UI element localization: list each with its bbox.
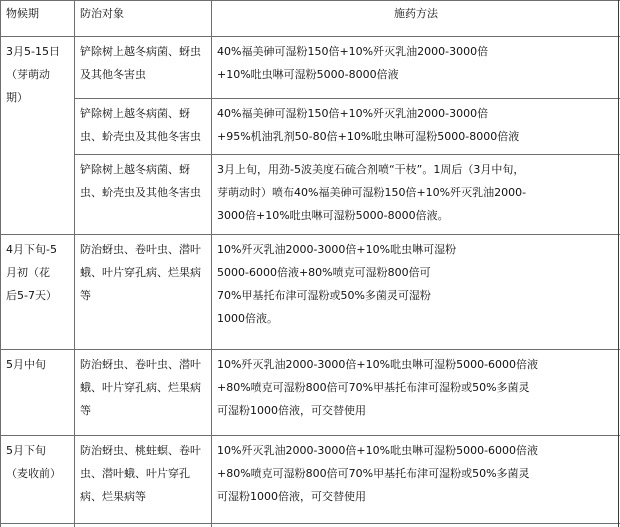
grid-line	[0, 0, 1, 527]
row-target-cell: 防治蚜虫、卷叶虫、潜叶 蛾、叶片穿孔病、烂果病 等	[80, 243, 201, 302]
grid-line	[0, 523, 620, 524]
row-period-cell: 4月下旬-5 月初（花 后5-7天）	[6, 243, 57, 302]
grid-line	[0, 234, 620, 235]
grid-line	[0, 435, 620, 436]
row-period-cell: 3月5-15日 （芽萌动 期）	[6, 45, 60, 104]
row-method-cell: 10%歼灭乳油2000-3000倍+10%吡虫啉可湿粉5000-6000倍液 +80%喷克可湿粉800倍可70%甲基托布津可湿粉或50%多菌灵 可湿粉1000倍液，可交替使用	[217, 358, 539, 417]
grid-line	[74, 98, 620, 99]
row-target-cell: 防治蚜虫、桃蛀螟、卷叶 虫、潜叶蛾、叶片穿孔 病、烂果病等	[80, 444, 201, 503]
row-target-cell: 铲除树上越冬病菌、蚜虫 及其他冬害虫	[80, 45, 201, 81]
row-target-cell: 防治蚜虫、卷叶虫、潜叶 蛾、叶片穿孔病、烂果病 等	[80, 358, 201, 417]
grid-line	[211, 0, 212, 527]
row-method-cell: 10%歼灭乳油2000-3000倍+10%吡虫啉可湿粉5000-6000倍液 +80%喷克可湿粉800倍可70%甲基托布津可湿粉或50%多菌灵 可湿粉1000倍液，可交替使用	[217, 444, 539, 503]
grid-line	[74, 0, 75, 527]
row-method-cell: 40%福美砷可湿粉150倍+10%歼灭乳油2000-3000倍 +10%吡虫啉可湿粉5000-8000倍液	[217, 45, 489, 81]
grid-line	[618, 0, 619, 527]
row-target-cell: 铲除树上越冬病菌、蚜 虫、蚧壳虫及其他冬害虫	[80, 107, 201, 143]
grid-line	[0, 349, 620, 350]
row-period-cell: 5月中旬	[6, 358, 46, 371]
header-period: 物候期	[6, 7, 39, 20]
row-period-cell: 5月下旬 （麦收前）	[6, 444, 61, 480]
grid-line	[0, 0, 620, 1]
row-target-cell: 铲除树上越冬病菌、蚜 虫、蚧壳虫及其他冬害虫	[80, 163, 201, 199]
header-target: 防治对象	[80, 7, 124, 20]
grid-line	[0, 36, 620, 37]
row-method-cell: 3月上旬，用劲-5波美度石硫合剂喷“干枝”。1周后（3月中旬， 芽萌动时）喷布40%福美砷可湿粉150倍+10%歼灭乳油2000- 3000倍+10%吡虫啉可湿粉5000-8000倍液。	[217, 163, 527, 222]
header-method: 施药方法	[394, 7, 438, 20]
grid-line	[74, 154, 620, 155]
row-method-cell: 10%歼灭乳油2000-3000倍+10%吡虫啉可湿粉 5000-6000倍液+80%喷克可湿粉800倍可 70%甲基托布津可湿粉或50%多菌灵可湿粉 1000倍液。	[217, 243, 457, 325]
row-method-cell: 40%福美砷可湿粉150倍+10%歼灭乳油2000-3000倍 +95%机油乳剂50-80倍+10%吡虫啉可湿粉5000-8000倍液	[217, 107, 520, 143]
